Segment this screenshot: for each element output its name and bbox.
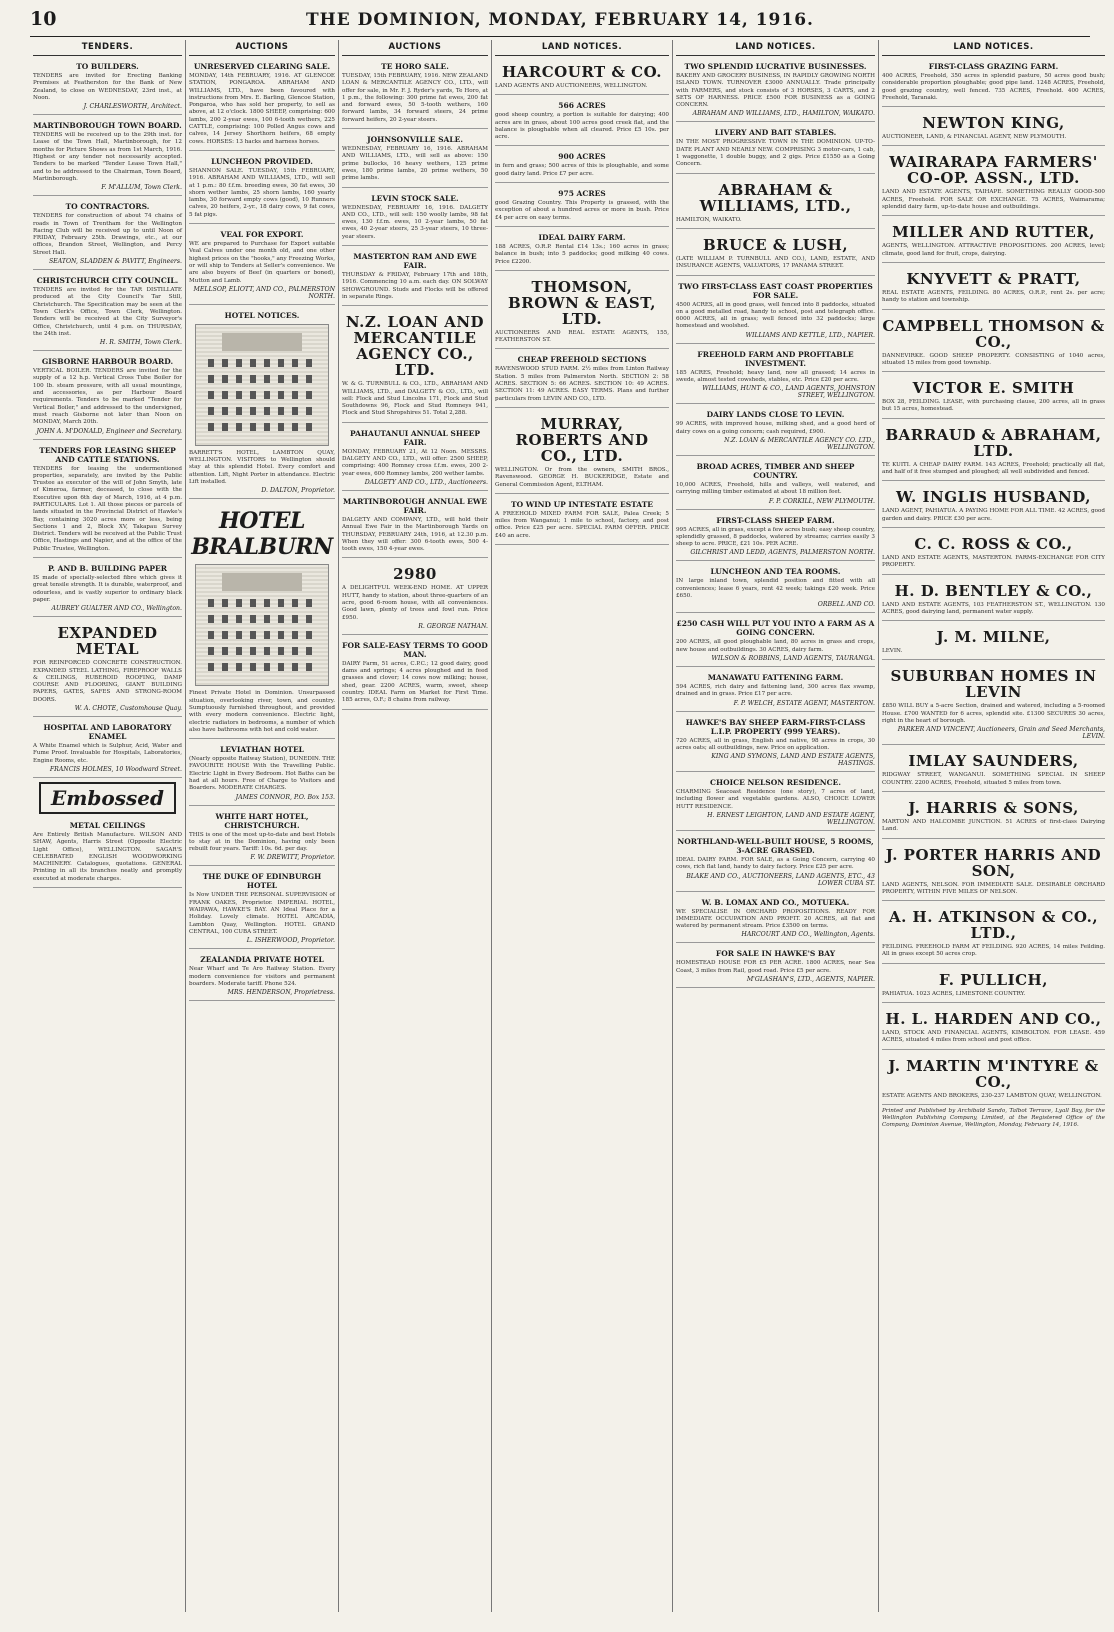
advertisement — [189, 502, 335, 739]
ad-body: REAL ESTATE AGENTS, FEILDING. 80 ACRES, O.R.P., rent 2s. per acre; handy to station and township. — [882, 289, 1105, 304]
ad-body: TENDERS are invited for Erecting Banking Premises at Featherston for the Bank of New Zealand, to close on WEDNESDAY, 23rd inst., at Noon. — [33, 73, 182, 101]
ad-heading: 975 ACRES — [558, 189, 606, 199]
ad-body: A DELIGHTFUL WEEK-END HOME. AT UPPER HUTT, handy to station, about three-quarters of an acre, good 6-room house, with all conveniences. Good lawn, plenty of trees and fowl run. Price £950. — [342, 585, 488, 621]
ad-body: BOX 28, FEILDING. LEASE, with purchasing clause, 200 acres, all in grass but 15 acres, homestead. — [882, 399, 1105, 413]
printer-imprint: Printed and Published by Archibald Sando, Talbot Terrace, Lyall Bay, for the Wellington Publishing Company, Limited, at the Registered Office of the Company, Dominion Avenue, Wellington, Monday, February 14, 1916. — [882, 1107, 1105, 1129]
ad-heading: HOTEL NOTICES. — [224, 310, 300, 320]
ad-signature: H. R. SMITH, Town Clerk. — [99, 339, 182, 347]
embossed-logo: Embossed — [39, 782, 176, 814]
ad-signature: ABRAHAM AND WILLIAMS, LTD., HAMILTON, WAIKATO. — [692, 110, 875, 118]
advertisement — [33, 561, 182, 617]
ad-heading: VICTOR E. SMITH — [912, 379, 1075, 398]
column-1 — [30, 40, 186, 1612]
ad-signature: R. GEORGE NATHAN. — [418, 622, 488, 630]
ad-heading: N.Z. LOAN AND MERCANTILE AGENCY CO., LTD. — [345, 313, 485, 380]
ad-signature: JOHN A. M'DONALD, Engineer and Secretary. — [36, 427, 182, 435]
advertisement — [676, 834, 875, 892]
ad-body: AUCTIONEERS AND REAL ESTATE AGENTS, 155, FEATHERSTON ST. — [495, 329, 669, 344]
advertisement — [495, 411, 669, 494]
ad-heading: MURRAY, ROBERTS AND CO., LTD. — [515, 414, 649, 465]
ad-heading: TO WIND UP INTESTATE ESTATE — [511, 499, 653, 509]
ad-heading: P. AND B. BUILDING PAPER — [47, 564, 168, 574]
advertisement — [33, 443, 182, 559]
ad-body: 200 ACRES, all good ploughable land, 80 acres in grass and crops, new house and outbuildings. 30 ACRES, dairy farm. — [676, 639, 875, 653]
advertisement — [676, 670, 875, 712]
ad-heading: THOMSON, BROWN & EAST, LTD. — [508, 277, 656, 328]
ad-heading: EXPANDED METAL — [57, 624, 158, 659]
advertisement — [882, 1006, 1105, 1050]
advertisement — [676, 232, 875, 276]
ad-signature: M'GLASHAN'S, LTD., AGENTS, NAPIER. — [746, 976, 875, 984]
ad-signature: F. M'ALLUM, Town Clerk. — [101, 184, 182, 192]
page-number: 10 — [30, 8, 57, 30]
ad-heading: A. H. ATKINSON & CO., LTD., — [888, 908, 1099, 943]
ad-body: Is Now UNDER THE PERSONAL SUPERVISION of FRANK OAKES, Proprietor. IMPERIAL HOTEL, WAIPAWA, HAWKE'S BAY. AN Ideal Place for a Holiday. Lovely climate. HOTEL ARCADIA, Lambton Quay, Wellington. HOTEL GRAND CENTRAL, 100 CUBA STREET. — [189, 892, 335, 935]
advertisement — [676, 513, 875, 562]
ad-signature: H. ERNEST LEIGHTON, LAND AND ESTATE AGENT, WELLINGTON. — [707, 811, 875, 826]
ad-body: Near Wharf and Te Aro Railway Station. Every modern convenience for visitors and permanent boarders. Moderate tariff. Phone 524. — [189, 966, 335, 987]
ad-body: good Grazing Country. This Property is grassed, with the exception of about a hundred acres or more in bush. Price £4 per acre on easy terms. — [495, 200, 669, 221]
advertisement — [342, 561, 488, 634]
ad-body: LEVIN. — [882, 648, 903, 655]
ad-body: AUCTIONEER, LAND, & FINANCIAL AGENT, NEW PLYMOUTH. — [882, 134, 1067, 141]
ad-signature: WILLIAMS, HUNT & CO., LAND AGENTS, JOHNSTON STREET, WELLINGTON. — [702, 385, 875, 400]
ad-body: 995 ACRES, all in grass, except a few acres bush; easy sheep country, splendidly grassed, 8 paddocks, watered by streams; carries easily 3 sheep to acre. PRICE, £21 10s. PER ACRE. — [676, 526, 875, 548]
ad-body: LAND AND ESTATE AGENTS, 103 FEATHERSTON ST., WELLINGTON. 130 ACRES, good dairying land, permanent water supply. — [882, 601, 1105, 615]
ad-heading: LIVERY AND BAIT STABLES. — [714, 128, 837, 138]
advertisement — [342, 309, 488, 422]
advertisement — [676, 59, 875, 122]
advertisement — [676, 177, 875, 229]
ad-heading: ABRAHAM & WILLIAMS, LTD., — [699, 180, 852, 215]
ad-heading: TE HORO SALE. — [381, 62, 449, 71]
ad-heading: ZEALANDIA PRIVATE HOTEL — [200, 955, 324, 965]
ad-body: 4500 ACRES, all in good grass, well fenced into 8 paddocks, situated on a good metalled road, handy to school, post and telegraph office. 6000 ACRES, all in grass; well fenced into 32 paddocks; large homestead and woolshed. — [676, 301, 875, 330]
advertisement — [676, 775, 875, 831]
advertisement — [882, 578, 1105, 622]
advertisement — [189, 952, 335, 1001]
ad-heading: HOTEL BRALBURN — [191, 508, 333, 561]
advertisement — [189, 869, 335, 949]
advertisement — [342, 59, 488, 129]
advertisement — [676, 279, 875, 344]
column-heading: LAND NOTICES. — [676, 40, 875, 56]
ad-body: TE KUITI. A CHEAP DAIRY FARM. 143 ACRES, Freehold; practically all flat, and half of it free stumped and ploughed; all well subdivided and fenced. — [882, 461, 1105, 476]
ad-heading: 900 ACRES — [558, 152, 606, 162]
ad-heading: 2980 — [393, 565, 437, 584]
advertisement — [342, 638, 488, 710]
ad-heading: NORTHLAND-WELL-BUILT HOUSE, 5 ROOMS, 3-ACRE GRASSED. — [677, 836, 874, 855]
advertisement — [495, 149, 669, 183]
ad-body: TENDERS are invited for the TAR DISTILLATE produced at the City Council's Tar Still, Christchurch. The Specification may be seen at the Town Clerk's Office, Town Clerk, Wellington. Tenders will be received at the City Surveyor's Office, Christchurch, until 4 p.m. on THURSDAY, the 24th inst. — [33, 287, 182, 337]
column-5 — [673, 40, 879, 1612]
ad-heading: LEVIATHAN HOTEL — [220, 745, 304, 755]
ad-signature: HARCOURT AND CO., Wellington, Agents. — [741, 931, 875, 939]
ad-body: MONDAY, FEBRUARY 21, At 12 Noon. MESSRS. DALGETY AND CO., LTD., will offer: 2500 SHEEP, comprising: 400 Romney cross f.f.m. ewes, 200 2-year ewes, 600 Romney lambs, 200 wether lambs. — [342, 448, 488, 477]
advertisement — [882, 219, 1105, 263]
ad-heading: £250 CASH WILL PUT YOU INTO A FARM AS A GOING CONCERN. — [676, 619, 875, 638]
ad-heading: BROAD ACRES, TIMBER AND SHEEP COUNTRY. — [696, 461, 855, 480]
ad-body: W. & G. TURNBULL & CO., LTD., ABRAHAM AND WILLIAMS, LTD., and DALGETY & CO., LTD., will sell: Flock and Stud Lincolns 171, Flock and Stud Southdowns 96, Flock and Stud Romneys 941, Flock and Stud Shropshires 51. Total 2,288. — [342, 381, 488, 417]
ad-heading: FREEHOLD FARM AND PROFITABLE INVESTMENT. — [697, 349, 854, 368]
masthead — [30, 6, 1090, 36]
ad-heading: NEWTON KING, — [922, 114, 1065, 133]
ad-heading: FIRST-CLASS SHEEP FARM. — [716, 515, 835, 525]
column-4 — [492, 40, 673, 1612]
column-3 — [339, 40, 492, 1612]
ad-heading: H. L. HARDEN AND CO., — [885, 1009, 1102, 1028]
ad-body: TENDERS will be received up to the 29th inst. for Lease of the Town Hall, Martinborough, for 12 months for Picture Shows as from 1st March, 1916. Highest or any tender not necessarily accepted. Tenders to be marked "Tender Lease Town Hall," and to be addressed to the Chairman, Town Board, Martinborough. — [33, 132, 182, 182]
ad-heading: LEVIN STOCK SALE. — [371, 193, 459, 203]
ad-body: HOMESTEAD HOUSE FOR £5 PER ACRE. 1800 ACRES, near Sea Coast, 3 miles from Rail, good road. Price £5 per acre. — [676, 960, 875, 974]
ad-body: £850 WILL BUY a 5-acre Section, drained and watered, including a 5-roomed House. £700 WANTED for 6 acres, splendid site. £1300 SECURES 30 acres, right in the heart of borough. — [882, 703, 1105, 725]
ad-heading: SUBURBAN HOMES IN LEVIN — [890, 667, 1097, 702]
ad-body: THIS is one of the most up-to-date and best Hotels to stay at in the Dominion, having only been rebuilt four years. Tariff: 10s. 6d. per day. — [189, 831, 335, 853]
advertisement — [495, 230, 669, 271]
ad-heading: PAHAUTANUI ANNUAL SHEEP FAIR. — [350, 428, 480, 447]
ad-body: 99 ACRES, with improved house, milking shed, and a good herd of dairy cows on a going concern; cash required, £900. — [676, 421, 875, 435]
ad-body: (Nearly opposite Railway Station), DUNEDIN. THE FAVOURITE HOUSE With the Travelling Public. Electric Light in Every Bedroom. Hot Baths can be had at all hours. Free of Charge to Visitors and Boarders. MODERATE CHARGES. — [189, 756, 335, 792]
ad-heading: CHOICE NELSON RESIDENCE. — [710, 778, 841, 788]
ad-body: WEDNESDAY, FEBRUARY 16, 1916. ABRAHAM AND WILLIAMS, LTD., will sell as above: 150 prime bullocks, 16 heavy wethers, 125 prime ewes, 180 prime lambs, 20 prime wethers, 50 prime lambs. — [342, 146, 488, 182]
advertisement — [882, 904, 1105, 964]
advertisement — [33, 59, 182, 115]
ad-body: LAND AND ESTATE AGENTS, MASTERTON. FARMS-EXCHANGE FOR CITY PROPERTY. — [882, 554, 1105, 569]
ad-signature: GILCHRIST AND LEDD, AGENTS, PALMERSTON NORTH. — [690, 549, 875, 557]
ad-heading: BRUCE & LUSH, — [702, 235, 849, 254]
advertisement — [342, 494, 488, 558]
advertisement — [33, 720, 182, 778]
advertisement — [676, 564, 875, 613]
advertisement — [882, 422, 1105, 482]
column-6 — [879, 40, 1108, 1612]
column-heading: AUCTIONS — [189, 40, 335, 56]
ad-body: LAND AND ESTATE AGENTS, TAIHAPE. SOMETHING REALLY GOOD-500 ACRES, Freehold. FOR SALE OR EXCHANGE. 75 ACRES, Waimarama; splendid dairy farm, up-to-date house and outbuildings. — [882, 189, 1105, 211]
ad-heading: WHITE HART HOTEL, CHRISTCHURCH. — [215, 811, 309, 830]
ad-body: DALGETY AND COMPANY, LTD., will hold their Annual Ewe Fair in the Martinborough Yards on THURSDAY, FEBRUARY 24th, 1916, at 12.30 p.m. When they will offer: 300 6-tooth ewes, 500 4-tooth ewes, 150 4-year ewes. — [342, 516, 488, 553]
hotel-illustration — [195, 564, 329, 686]
advertisement — [495, 352, 669, 407]
ad-signature: BLAKE AND CO., AUCTIONEERS, LAND AGENTS, ETC., 43 LOWER CUBA ST. — [686, 872, 875, 887]
advertisement — [33, 199, 182, 270]
ad-body: LAND AGENT, PAHIATUA. A PAYING HOME FOR ALL TIME. 42 ACRES, good garden and dairy. PRICE £30 per acre. — [882, 508, 1105, 522]
ad-body: SHANNON SALE. TUESDAY, 15th FEBRUARY, 1916. ABRAHAM AND WILLIAMS, LTD., will sell at 1 p.m.: 80 f.f.m. breeding ewes, 30 fat ewes, 30 shorn wether lambs, 25 shorn lambs, 160 yearly lambs, 30 forward empty cows (good), 10 Runners calves, 20 heifers, 2-yr., 18 dairy cows, 9 fat cows, 5 fat pigs. — [189, 167, 335, 218]
advertisement — [882, 663, 1105, 745]
ad-body: MARTON AND HALCOMBE JUNCTION. 51 ACRES of first-class Dairying Land. — [882, 818, 1105, 833]
ad-body: 10,000 ACRES, Freehold, hills and valleys, well watered, and carrying milling timber estimated at about 18 million feet. — [676, 481, 875, 496]
ad-signature: ORBELL AND CO. — [817, 601, 875, 609]
column-heading: LAND NOTICES. — [882, 40, 1105, 56]
ad-body: WELLINGTON. Or from the owners, SMITH BROS., Ravenswood. GEORGE H. BUCKERIDGE, Estate and General Commission Agent, ELTHAM. — [495, 466, 669, 488]
advertisement — [189, 59, 335, 151]
advertisement — [495, 186, 669, 227]
column-heading: LAND NOTICES. — [495, 40, 669, 56]
ad-signature: MRS. HENDERSON, Proprietress. — [227, 989, 335, 997]
page-title: THE DOMINION, MONDAY, FEBRUARY 14, 1916. — [306, 10, 814, 30]
advertisement — [676, 616, 875, 667]
advertisement — [882, 531, 1105, 575]
advertisement — [189, 809, 335, 867]
advertisement — [676, 125, 875, 173]
ad-body: BAKERY AND GROCERY BUSINESS, IN RAPIDLY GROWING NORTH ISLAND TOWN. TURNOVER £3000 ANNUALLY. Trade principally with FARMERS, and stock consists of 3 HORSES, 3 CARTS, and 2 SETS OF HARNESS. PRICE £500 FOR BUSINESS as a GOING CONCERN. — [676, 73, 875, 109]
ad-body: ESTATE AGENTS AND BROKERS, 230-237 LAMBTON QUAY, WELLINGTON. — [882, 1092, 1102, 1099]
ad-heading: H. D. BENTLEY & CO., — [894, 581, 1093, 600]
ad-body: BARRETT'S HOTEL, LAMBTON QUAY, WELLINGTON. VISITORS to Wellington should stay at this splendid Hotel. Every comfort and attention. Lift, Night Porter in attendance. Electric Lift installed. — [189, 449, 335, 486]
ad-signature: DALGETY AND CO., LTD., Auctioneers. — [364, 478, 488, 486]
ad-heading: C. C. ROSS & CO., — [914, 534, 1073, 553]
advertisement — [882, 842, 1105, 902]
advertisement — [495, 497, 669, 545]
ad-heading: BARRAUD & ABRAHAM, LTD. — [885, 425, 1102, 460]
ad-heading: MARTINBOROUGH ANNUAL EWE FAIR. — [343, 496, 487, 515]
ad-heading: F. PULLICH, — [939, 970, 1048, 989]
advertisement — [495, 98, 669, 146]
ad-heading: HAWKE'S BAY SHEEP FARM-FIRST-CLASS L.I.P. PROPERTY (999 YEARS). — [685, 717, 866, 736]
advertisement — [882, 149, 1105, 216]
ad-heading: J. HARRIS & SONS, — [908, 798, 1079, 817]
ad-signature: WILSON & ROBBINS, LAND AGENTS, TAURANGA. — [711, 654, 875, 662]
advertisement — [882, 375, 1105, 419]
ad-signature: AUBREY GUALTER AND CO., Wellington. — [51, 605, 182, 613]
ad-body: RIDGWAY STREET, WANGANUI. SOMETHING SPECIAL IN SHEEP COUNTRY. 2200 ACRES, Freehold, situated 5 miles from town. — [882, 772, 1105, 786]
ad-signature: J. CHARLESWORTH, Architect. — [83, 103, 182, 111]
ad-body: HAMILTON, WAIKATO. — [676, 216, 742, 223]
ad-signature: N.Z. LOAN & MERCANTILE AGENCY CO. LTD., WELLINGTON. — [724, 436, 875, 451]
ad-heading: 566 ACRES — [558, 101, 606, 111]
ad-body: LAND AGENTS AND AUCTIONEERS, WELLINGTON. — [495, 83, 648, 89]
ad-heading: FOR SALE IN HAWKE'S BAY — [715, 949, 836, 959]
ad-body: VERTICAL BOILER. TENDERS are invited for the supply of a 12 h.p. Vertical Cross Tube Boiler for 100 lb. steam pressure, with all usual mountings, and accessories, as per Harbour Board requirements. Tenders to be marked "Tender for Vertical Boiler," and addressed to the undersigned, must reach Gisborne not later than Noon on MONDAY, March 20th. — [33, 368, 182, 426]
ad-body: RAVENSWOOD STUD FARM. 2½ miles from Linton Railway Station. 5 miles from Palmerston North. SECTION 2: 58 ACRES. SECTION 5: 66 ACRES. SECTION 10: 49 ACRES. SECTION 11: 49 ACRES. EASY TERMS. Plans and further particulars from LEVIN AND CO., LTD. — [495, 366, 669, 402]
advertisement — [33, 620, 182, 717]
ad-signature: MELLSOP, ELIOTT, AND CO., PALMERSTON NORTH. — [193, 285, 335, 300]
ad-heading: J. M. MILNE, — [936, 628, 1051, 647]
ad-heading: FIRST-CLASS GRAZING FARM. — [928, 62, 1059, 71]
ad-signature: JAMES CONNOR, P.O. Box 153. — [235, 793, 335, 801]
ad-heading: CHEAP FREEHOLD SECTIONS — [517, 355, 647, 365]
ad-body: 185 ACRES, Freehold; heavy land, now all grassed; 14 acres in swede, almost tested cowsheds, stables, etc. Price £20 per acre. — [676, 369, 875, 384]
ad-heading: J. PORTER HARRIS AND SON, — [885, 845, 1102, 880]
ad-heading: IDEAL DAIRY FARM. — [538, 232, 626, 242]
masthead-rule — [30, 36, 1090, 37]
ad-body: WEDNESDAY, FEBRUARY 16, 1916. DALGETY AND CO., LTD., will sell: 150 woolly lambs, 98 fat ewes, 130 f.f.m. ewes, 10 2-year lambs, 50 fat ewes, 40 2-year steers, 25 3-year steers, 10 three-year steers. — [342, 204, 488, 240]
advertisement — [495, 274, 669, 350]
ad-heading: DAIRY LANDS CLOSE TO LEVIN. — [706, 410, 845, 420]
ad-signature: W. A. CHOTE, Customhouse Quay. — [74, 705, 182, 713]
advertisement — [882, 266, 1105, 310]
ad-body: TENDERS for leasing the undermentioned properties, separately, are invited by the Public Trustee as executor of the will of John Smyth, late of Kimeroa, farmer, deceased, to close with the Executive upon 6th day of March, 1916, at 4 p.m. PARTICULARS. Lot 1. All those pieces or parcels of lands situated in the Provincial District of Hawke's Bay, containing 3020 acres more or less, being Sections 1 and 2, Block XV, Takapau Survey District. Tenders will be received at the Public Trust Office, Hastings and Napier, and at the office of the Public Trustee, Wellington. — [33, 465, 182, 552]
advertisement — [676, 895, 875, 944]
ad-body: LAND AGENTS, NELSON. FOR IMMEDIATE SALE. DESIRABLE ORCHARD PROPERTY, WITHIN FIVE MILES OF NELSON. — [882, 881, 1105, 895]
ad-heading: W. INGLIS HUSBAND, — [896, 488, 1091, 507]
ad-heading: TWO SPLENDID LUCRATIVE BUSINESSES. — [684, 62, 867, 71]
ad-heading: MARTINBOROUGH TOWN BOARD. — [33, 121, 182, 131]
ad-body: DANNEVIRKE. GOOD SHEEP PROPERTY. CONSISTING of 1040 acres, situated 15 miles from good township. — [882, 352, 1105, 366]
advertisement — [676, 407, 875, 456]
advertisement — [882, 59, 1105, 107]
ad-heading: GISBORNE HARBOUR BOARD. — [41, 357, 174, 367]
advertisement — [189, 742, 335, 805]
ad-body: CHARMING Seacoast Residence (one story), 7 acres of land, including flower and vegetable gardens. ALSO, CHOICE LOWER HUTT RESIDENCE. — [676, 789, 875, 810]
ad-signature: F. P. CORKILL, NEW PLYMOUTH. — [768, 497, 875, 505]
ad-heading: FOR SALE-EASY TERMS TO GOOD MAN. — [342, 640, 488, 659]
ad-signature: SEATON, SLADDEN & PAVITT, Engineers. — [48, 258, 182, 266]
ad-heading: UNRESERVED CLEARING SALE. — [193, 62, 331, 71]
ad-body: IN large inland town, splendid position and fitted with all conveniences; lease 6 years, rent 42 week; takings £20 week. Price £650. — [676, 578, 875, 600]
ad-heading: LUNCHEON AND TEA ROOMS. — [710, 567, 841, 577]
ad-heading: JOHNSONVILLE SALE. — [367, 135, 463, 145]
advertisement — [342, 132, 488, 187]
column-heading: TENDERS. — [33, 40, 182, 56]
advertisement — [189, 227, 335, 305]
ad-heading: VEAL FOR EXPORT. — [220, 230, 304, 240]
ad-body: WE are prepared to Purchase for Export suitable Veal Calves under one month old, and one other highest prices on the "hooks," any Freezing Works, or will ship to Tenders at Seller's convenience. We are also buyers of Beef (in quarters or boned), Mutton and Lamb. — [189, 241, 335, 284]
column-2 — [186, 40, 339, 1612]
ad-body: FOR REINFORCED CONCRETE CONSTRUCTION. EXPANDED STEEL LATHING, FIREPROOF WALLS & CEILINGS, RUBEROID ROOFING, DAMP COURSE AND FLOORING, GIANT BUILDING PAPERS, GATES, SAFES AND STRONG-ROOM DOORS. — [33, 660, 182, 703]
advertisement — [882, 795, 1105, 839]
ad-body: DAIRY Farm, 51 acres, C.P.C.; 12 good dairy, good dams and springs; 4 acres ploughed and in feed grasses and clover; 14 cows now milking; house, shed, gear. 2200 ACRES, warm, sweet, sheep country. IDEAL Farm on Market for First Time. 185 acres, O.F.; 8 chains from railway. — [342, 660, 488, 704]
advertisement — [882, 110, 1105, 146]
hotel-illustration — [195, 324, 329, 446]
ad-signature: FRANCIS HOLMES, 10 Woodward Street. — [49, 765, 182, 773]
advertisement — [882, 484, 1105, 528]
ad-heading: MASTERTON RAM AND EWE FAIR. — [353, 252, 477, 271]
ad-body: 720 ACRES, all in grass, English and native, 98 acres in crops, 30 acres oats; all outbuildings, new. Price on application. — [676, 737, 875, 751]
advertisement — [33, 354, 182, 439]
ad-heading: WAIRARAPA FARMERS' CO-OP. ASSN., LTD. — [889, 153, 1098, 188]
advertisement — [189, 308, 335, 499]
ad-heading: MILLER AND RUTTER, — [892, 223, 1095, 242]
ad-signature: L. ISHERWOOD, Proprietor. — [246, 937, 335, 945]
ad-signature: D. DALTON, Proprietor. — [261, 487, 335, 495]
ad-heading: MANAWATU FATTENING FARM. — [707, 672, 844, 682]
ad-body: in fern and grass; 500 acres of this is ploughable, and some good dairy land. Price £7 per acre. — [495, 163, 669, 177]
ad-body: IS made of specially-selected fibre which gives it great tensile strength. It is durable, waterproof, and odourless, and is vastly superior to ordinary black paper. — [33, 575, 182, 603]
advertisement — [342, 426, 488, 491]
ad-body: Finest Private Hotel in Dominion. Unsurpassed situation, overlooking river, town, and country. Sumptuously furnished throughout, and provided with every modern convenience. Electric light, electric radiators in bedrooms, a number of which also have bathrooms with hot and cold water. — [189, 690, 335, 733]
ad-body: 400 ACRES, Freehold, 350 acres in splendid pasture, 50 acres good bush; considerable proportion ploughable; good pipe land. 1248 ACRES, Freehold, good grazing country, well fenced. 735 ACRES, Freehold. 400 ACRES, Freehold, Taranaki. — [882, 73, 1105, 101]
ad-heading: CHRISTCHURCH CITY COUNCIL. — [36, 276, 179, 286]
ad-body: THURSDAY & FRIDAY, February 17th and 18th, 1916. Commencing 10 a.m. each day. ON SOLWAY SHOWGROUND. Studs and Flocks will be offered in separate Rings. — [342, 272, 488, 300]
ad-heading: THE DUKE OF EDINBURGH HOTEL — [202, 872, 322, 891]
ad-heading: J. MARTIN M'INTYRE & CO., — [888, 1056, 1099, 1091]
ad-body: good sheep country, a portion is suitable for dairying; 400 acres are in grass, about 100 acres good creek flat, and the balance is ploughable when all cleared. Price £5 10s. per acre. — [495, 112, 669, 141]
advertisement — [33, 273, 182, 351]
ad-body: A FREEHOLD MIXED FARM FOR SALE, Palea Creek; 5 miles from Wanganui; 1 mile to school, factory, and post office. Price £25 per acre. SPECIAL FARM OFFER. PRICE £40 an acre. — [495, 510, 669, 539]
advertisement — [882, 313, 1105, 373]
advertisement — [882, 624, 1105, 660]
advertisement — [882, 748, 1105, 792]
advertisement — [676, 347, 875, 405]
ad-heading: IMLAY SAUNDERS, — [908, 752, 1079, 771]
ad-heading: TO BUILDERS. — [76, 62, 139, 71]
ad-heading: W. B. LOMAX AND CO., MOTUEKA. — [701, 897, 850, 907]
ad-body: WE SPECIALISE IN ORCHARD PROPOSITIONS. READY FOR IMMEDIATE OCCUPATION AND PROFIT. 20 ACRES, all flat and watered by permanent stream. Price £3500 on terms. — [676, 908, 875, 930]
ad-heading: HARCOURT & CO. — [501, 63, 663, 81]
ad-body: TENDERS for construction of about 74 chains of roads in Town of Trentham for the Wellington Racing Club will be received up to until Noon of FRIDAY, February 25th. Drawings, etc., at our offices, Brandon Street, Wellington, and Percy Street Hall. — [33, 213, 182, 256]
ad-signature: KING AND SYMONS, LAND AND ESTATE AGENTS, HASTINGS. — [711, 753, 875, 768]
ad-heading: TWO FIRST-CLASS EAST COAST PROPERTIES FOR SALE. — [678, 281, 873, 300]
ad-body: (LATE WILLIAM P. TURNBULL AND CO.), LAND, ESTATE, AND INSURANCE AGENTS, VALUATORS, 17 PANAMA STREET. — [676, 255, 875, 270]
ad-heading: CAMPBELL THOMSON & CO., — [882, 316, 1105, 351]
ad-body: AGENTS, WELLINGTON. ATTRACTIVE PROPOSITIONS. 200 ACRES, level; climate, good land for fruit, crops, dairying. — [882, 243, 1105, 257]
ad-body: Are Entirely British Manufacture. WILSON AND SHAW, Agents, Harris Street (Opposite Electric Light Office), WELLINGTON. SAGAR'S CELEBRATED ENGLISH WOODWORKING MACHINERY. Catalogues, quotations. GENERAL Printing in all its branches neatly and promptly executed at moderate charges. — [33, 831, 182, 882]
ad-signature: F. W. DREWITT, Proprietor. — [250, 854, 335, 862]
ad-heading: HOSPITAL AND LABORATORY ENAMEL — [43, 723, 172, 742]
advertisement — [882, 1053, 1105, 1105]
ad-heading: TO CONTRACTORS. — [65, 202, 150, 212]
ad-body: LAND, STOCK AND FINANCIAL AGENTS, KIMBOLTON. FOR LEASE. 459 ACRES, situated 4 miles from school and post office. — [882, 1029, 1105, 1044]
ad-body: 594 ACRES, rich dairy and fattening land, 300 acres flax swamp, drained and in grass. Price £17 per acre. — [676, 683, 875, 698]
advertisement — [676, 946, 875, 988]
advertisement — [676, 715, 875, 773]
advertisement — [495, 59, 669, 95]
advertisement — [342, 191, 488, 246]
advertisement — [342, 249, 488, 306]
ad-heading: LUNCHEON PROVIDED. — [211, 156, 313, 166]
ad-body: 188 ACRES, O.R.P. Rental £14 13s.; 160 acres in grass; balance in bush; into 5 paddocks; good milking 40 cows. Price £2200. — [495, 243, 669, 265]
ad-body: MONDAY, 14th FEBRUARY, 1916. AT GLENCOE STATION, PONGAROA. ABRAHAM AND WILLIAMS, LTD., have been favoured with instructions from Mrs. E. Barling, Glencoe Station, Pongaroa, who has sold her property, to sell as above, at 12 o'clock. 1800 SHEEP, comprising: 600 lambs, 200 2-year ewes, 100 6-tooth wethers, 225 CATTLE, comprising: 100 Polled Angus cows and calves, 14 Jersey Shorthorn heifers, 68 empty cows. HORSES: 13 hacks and harness horses. — [189, 73, 335, 145]
advertisement — [33, 818, 182, 888]
advertisement — [676, 459, 875, 510]
ad-heading: METAL CEILINGS — [69, 820, 146, 830]
ad-heading: KNYVETT & PRATT, — [906, 269, 1081, 288]
ad-body: IDEAL DAIRY FARM. FOR SALE, as a Going Concern, carrying 40 cows, rich flat land, handy to dairy factory. Price £25 per acre. — [676, 856, 875, 871]
ad-signature: F. P. WELCH, ESTATE AGENT, MASTERTON. — [733, 699, 875, 707]
ad-body: PAHIATUA. 1023 ACRES, LIMESTONE COUNTRY. — [882, 990, 1026, 997]
ad-signature: PARKER AND VINCENT, Auctioneers, Grain and Seed Merchants, LEVIN. — [897, 726, 1105, 741]
ad-body: A White Enamel which is Sulphur, Acid, Water and Fume Proof. Invaluable for Hospitals, Laboratories, Engine Rooms, etc. — [33, 743, 182, 764]
ad-body: IN THE MOST PROGRESSIVE TOWN IN THE DOMINION. UP-TO-DATE PLANT AND NEARLY NEW. COMPRISING 3 motor-cars, 1 cab, 1 waggonette, 1 double buggy, and 2 gigs. Price £1550 as a Going Concern. — [676, 139, 875, 168]
ad-heading: TENDERS FOR LEASING SHEEP AND CATTLE STATIONS. — [39, 445, 176, 464]
advertisement — [882, 967, 1105, 1003]
ad-signature: WILLIAMS AND KETTLE, LTD., NAPIER. — [745, 331, 875, 339]
ad-body: FEILDING. FREEHOLD FARM AT FEILDING. 920 ACRES, 14 miles Feilding. All in grass except 50 acres crop. — [882, 944, 1105, 958]
advertisement — [33, 118, 182, 196]
column-heading: AUCTIONS — [342, 40, 488, 56]
ad-body: TUESDAY, 15th FEBRUARY, 1916. NEW ZEALAND LOAN & MERCANTILE AGENCY CO., LTD., will offer for sale, in Mr. F. J. Ryder's yards, Te Horo, at 1 p.m., the following: 300 prime fat ewes, 200 fat and forward ewes, 50 5-tooth wethers, 160 forward lambs, 34 forward steers, 24 prime forward heifers, 20 2-year steers. — [342, 73, 488, 123]
advertisement — [189, 154, 335, 224]
